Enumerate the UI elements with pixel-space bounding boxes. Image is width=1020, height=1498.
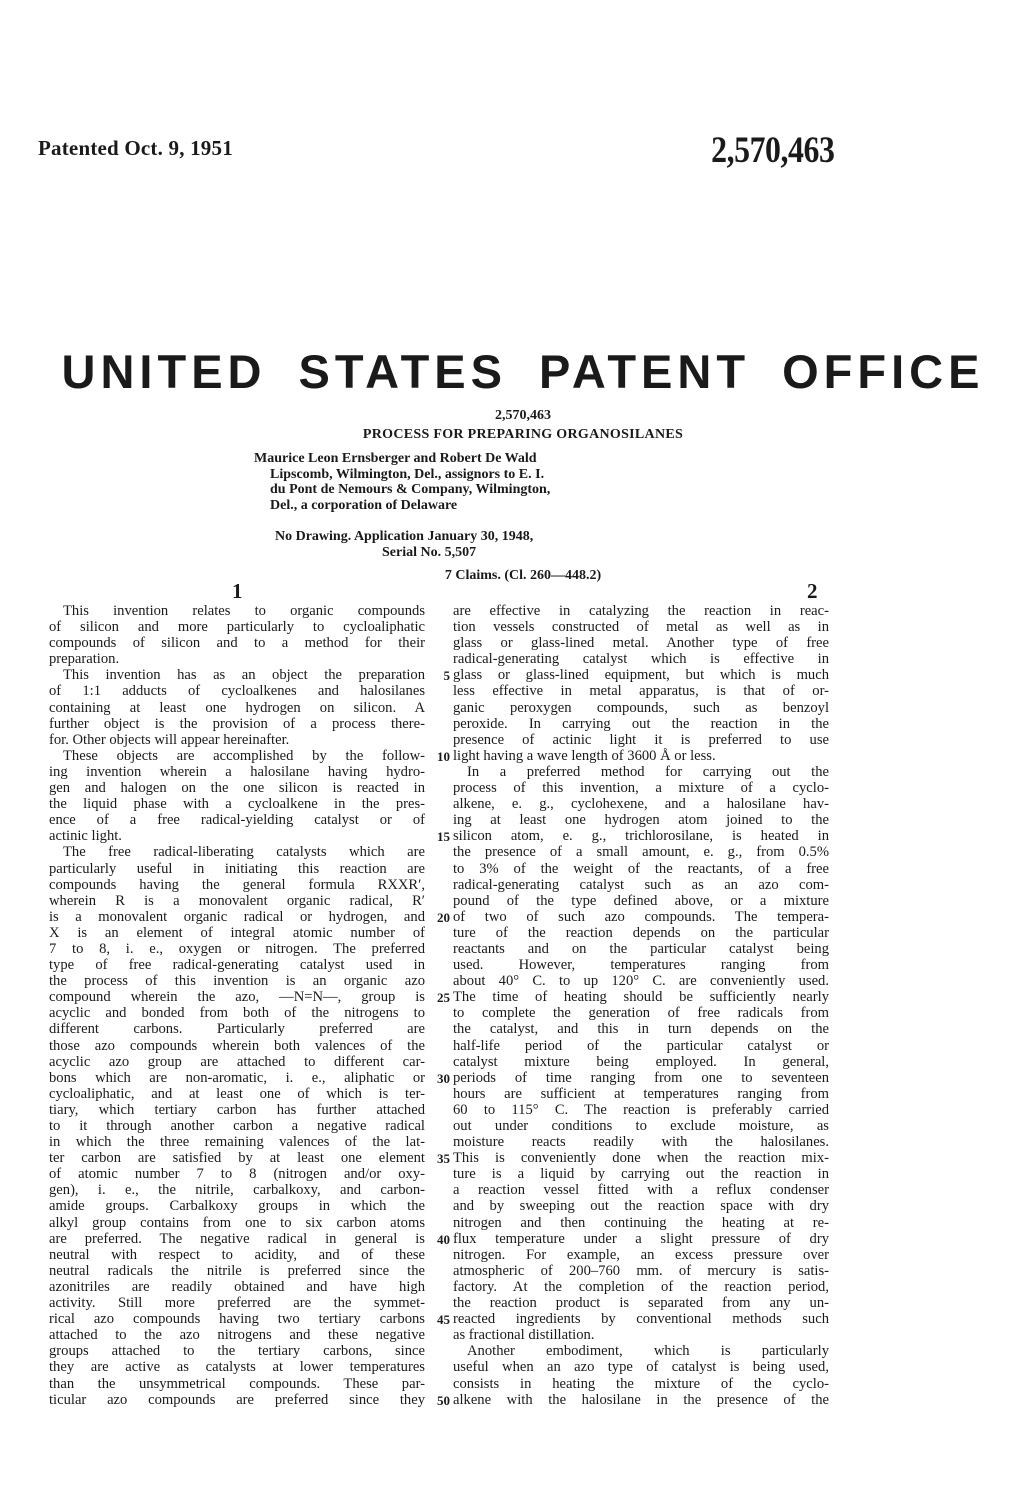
text-line: of two of such azo compounds. The tempera- xyxy=(453,908,829,925)
text-line: tion vessels constructed of metal as well as in xyxy=(453,619,829,636)
patent-number: 2,570,463 xyxy=(710,130,834,171)
text-line: ing at least one hydrogen atom joined to the xyxy=(453,812,829,829)
text-line: In a preferred method for carrying out the xyxy=(467,763,829,780)
text-line: radical-generating catalyst which is effective in xyxy=(453,651,829,668)
text-line: compounds having the general formula RXXR′, xyxy=(49,876,425,893)
text-line: groups attached to the tertiary carbons, since xyxy=(49,1343,425,1360)
text-line: moisture reacts readily with the halosilanes. xyxy=(453,1134,829,1151)
text-line: compound wherein the azo, —N=N—, group is xyxy=(49,989,425,1006)
text-line: out under conditions to exclude moisture, as xyxy=(453,1118,829,1134)
text-line: different carbons. Particularly preferred are xyxy=(49,1021,425,1038)
text-line: radical-generating catalyst such as an azo com- xyxy=(453,876,829,893)
text-line: The time of heating should be sufficiently nearly xyxy=(453,989,829,1006)
text-line: catalyst mixture being employed. In general, xyxy=(453,1053,829,1070)
text-line: containing at least one hydrogen on silicon. A xyxy=(49,699,425,716)
text-line: ture is a liquid by carrying out the reaction in xyxy=(453,1166,829,1183)
text-line: ing invention wherein a halosilane having hydro- xyxy=(49,763,425,780)
text-line: pound of the type defined above, or a mixture xyxy=(453,892,829,909)
gutter-line-number: 5 xyxy=(443,668,450,684)
text-line: ence of a free radical-yielding catalyst or of xyxy=(49,812,425,829)
text-line: The free radical-liberating catalysts which are xyxy=(63,844,425,861)
text-line: acyclic and bonded from both of the nitrogens to xyxy=(49,1005,425,1022)
text-line: ture of the reaction depends on the particular xyxy=(453,924,829,941)
text-line: activity. Still more preferred are the symmet- xyxy=(49,1295,425,1312)
text-line: to 3% of the weight of the reactants, of a free xyxy=(453,860,829,877)
text-line: periods of time ranging from one to seventeen xyxy=(453,1069,829,1086)
text-line: glass or glass-lined equipment, but which is much xyxy=(453,667,829,684)
text-line: half-life period of the particular catalyst or xyxy=(453,1037,829,1054)
text-line: ter carbon are satisfied by at least one element xyxy=(49,1150,425,1167)
text-line: flux temperature under a slight pressure of dry xyxy=(453,1230,829,1247)
text-line: alkyl group contains from one to six carbon atoms xyxy=(49,1214,425,1231)
text-line: is a monovalent organic radical or hydrogen, and xyxy=(49,908,425,925)
text-line: alkene with the halosilane in the presence of the xyxy=(453,1391,829,1408)
text-line: This invention relates to organic compounds xyxy=(63,603,425,619)
text-line: glass or glass-lined metal. Another type of free xyxy=(453,635,829,652)
gutter-line-number: 45 xyxy=(437,1312,450,1328)
text-line: peroxide. In carrying out the reaction in the xyxy=(453,715,829,732)
text-line: amide groups. Carbalkoxy groups in which the xyxy=(49,1198,425,1215)
text-line: the reaction product is separated from any un- xyxy=(453,1295,829,1312)
text-line: presence of actinic light it is preferred to use xyxy=(453,731,829,748)
text-line: further object is the provision of a process there- xyxy=(49,715,425,732)
text-line: tiary, which tertiary carbon has further attached xyxy=(49,1101,425,1118)
text-line: used. However, temperatures ranging from xyxy=(453,957,829,974)
column-number-left: 1 xyxy=(232,579,243,603)
text-line: silicon atom, e. g., trichlorosilane, is heated in xyxy=(453,828,829,845)
text-line: about 40° C. to up 120° C. are conveniently used. xyxy=(453,973,829,990)
text-line: are effective in catalyzing the reaction in reac- xyxy=(453,603,829,619)
text-line: neutral radicals the nitrile is preferred since the xyxy=(49,1262,425,1279)
gutter-line-number: 20 xyxy=(437,909,450,925)
text-line: consists in heating the mixture of the cyclo- xyxy=(453,1375,829,1392)
text-line: This is conveniently done when the reaction mix- xyxy=(453,1150,829,1167)
text-line: and by sweeping out the reaction space with dry xyxy=(453,1198,829,1215)
application-line: No Drawing. Application January 30, 1948, xyxy=(275,529,534,544)
text-line: This invention has as an object the preparation xyxy=(63,667,425,684)
gutter-line-number: 50 xyxy=(437,1392,450,1408)
text-line: of silicon and more particularly to cycloaliphatic xyxy=(49,619,425,636)
text-line: process of this invention, a mixture of a cyclo- xyxy=(453,780,829,797)
text-line: useful when an azo type of catalyst is being used, xyxy=(453,1359,829,1376)
text-line: Another embodiment, which is particularly xyxy=(467,1343,829,1360)
text-line: the liquid phase with a cycloalkene in the pres- xyxy=(49,796,425,813)
text-line: light having a wave length of 3600 Å or less. xyxy=(453,747,716,764)
gutter-line-number: 30 xyxy=(437,1070,450,1086)
text-line: acyclic azo group are attached to different car- xyxy=(49,1053,425,1070)
text-line: reactants and on the particular catalyst being xyxy=(453,940,829,957)
text-line: as fractional distillation. xyxy=(453,1327,595,1344)
text-line: ganic peroxygen compounds, such as benzoyl xyxy=(453,699,829,716)
text-line: azonitriles are readily obtained and have high xyxy=(49,1278,425,1295)
text-line: those azo compounds wherein both valences of the xyxy=(49,1037,425,1054)
claims-line: 7 Claims. (Cl. 260—448.2) xyxy=(444,568,602,583)
text-line: the process of this invention is an organic azo xyxy=(49,973,425,990)
text-line: wherein R is a monovalent organic radical, R′ xyxy=(49,892,425,909)
text-line: ticular azo compounds are preferred since they xyxy=(49,1391,425,1408)
text-line: they are active as catalysts at lower temperatures xyxy=(49,1359,425,1376)
gutter-line-number: 10 xyxy=(437,748,450,764)
text-line: are preferred. The negative radical in general is xyxy=(49,1230,425,1247)
invention-title: PROCESS FOR PREPARING ORGANOSILANES xyxy=(362,427,684,442)
inventors-line: du Pont de Nemours & Company, Wilmington, xyxy=(270,482,551,497)
text-line: particularly useful in initiating this reaction are xyxy=(49,860,425,877)
text-line: type of free radical-generating catalyst used in xyxy=(49,957,425,974)
inventors-block xyxy=(254,451,694,513)
gutter-line-number: 25 xyxy=(437,990,450,1006)
text-line: the presence of a small amount, e. g., from 0.5% xyxy=(453,844,829,861)
text-column-right xyxy=(453,603,829,1408)
text-line: a reaction vessel fitted with a reflux condenser xyxy=(453,1182,829,1199)
gutter-line-number: 35 xyxy=(437,1151,450,1167)
text-line: gen), i. e., the nitrile, carbalkoxy, and carbon- xyxy=(49,1182,425,1199)
text-line: reacted ingredients by conventional methods such xyxy=(453,1311,829,1328)
text-line: nitrogen and then continuing the heating at re- xyxy=(453,1214,829,1231)
text-line: to it through another carbon a negative radical xyxy=(49,1118,425,1134)
text-line: factory. At the completion of the reaction period, xyxy=(453,1278,829,1295)
text-line: less effective in metal apparatus, is that of or- xyxy=(453,683,829,700)
text-line: to complete the generation of free radicals from xyxy=(453,1005,829,1022)
office-title: UNITED STATES PATENT OFFICE xyxy=(61,345,985,398)
text-line: than the unsymmetrical compounds. These par- xyxy=(49,1375,425,1392)
text-line: 60 to 115° C. The reaction is preferably carried xyxy=(453,1101,829,1118)
text-column-left xyxy=(49,603,425,1408)
text-line: These objects are accomplished by the follow- xyxy=(63,747,425,764)
gutter-line-number: 15 xyxy=(437,829,450,845)
text-line: cycloaliphatic, and at least one of which is ter- xyxy=(49,1085,425,1102)
text-line: X is an element of integral atomic number of xyxy=(49,924,425,941)
application-block xyxy=(275,529,715,560)
text-line: bons which are non-aromatic, i. e., aliphatic or xyxy=(49,1069,425,1086)
text-line: hours are sufficient at temperatures ranging from xyxy=(453,1085,829,1102)
serial-line: Serial No. 5,507 xyxy=(382,544,477,560)
inventors-line: Maurice Leon Ernsberger and Robert De Wald xyxy=(254,451,537,466)
text-line: neutral with respect to acidity, and of these xyxy=(49,1246,425,1263)
text-line: in which the three remaining valences of the lat- xyxy=(49,1134,425,1151)
inventors-line: Lipscomb, Wilmington, Del., assignors to E. I. xyxy=(270,466,545,482)
text-line: for. Other objects will appear hereinafter. xyxy=(49,731,290,748)
text-line: attached to the azo nitrogens and these negative xyxy=(49,1327,425,1344)
text-line: of atomic number 7 to 8 (nitrogen and/or oxy- xyxy=(49,1166,425,1183)
inventors-line: Del., a corporation of Delaware xyxy=(270,497,458,513)
text-line: compounds of silicon and to a method for their xyxy=(49,635,425,652)
patented-date: Patented Oct. 9, 1951 xyxy=(38,136,233,160)
text-line: the catalyst, and this in turn depends on the xyxy=(453,1021,829,1038)
text-line: atmospheric of 200–760 mm. of mercury is satis- xyxy=(453,1262,829,1279)
text-line: rical azo compounds having two tertiary carbons xyxy=(49,1311,425,1328)
patent-number-small: 2,570,463 xyxy=(495,408,551,423)
text-line: preparation. xyxy=(49,651,120,668)
gutter-line-number: 40 xyxy=(437,1231,450,1247)
column-number-right: 2 xyxy=(807,579,818,603)
text-line: actinic light. xyxy=(49,828,122,845)
text-line: 7 to 8, i. e., oxygen or nitrogen. The preferred xyxy=(49,940,425,957)
text-line: of 1:1 adducts of cycloalkenes and halosilanes xyxy=(49,683,425,700)
text-line: alkene, e. g., cyclohexene, and a halosilane hav- xyxy=(453,796,829,813)
text-line: gen and halogen on the one silicon is reacted in xyxy=(49,780,425,797)
text-line: nitrogen. For example, an excess pressure over xyxy=(453,1246,829,1263)
